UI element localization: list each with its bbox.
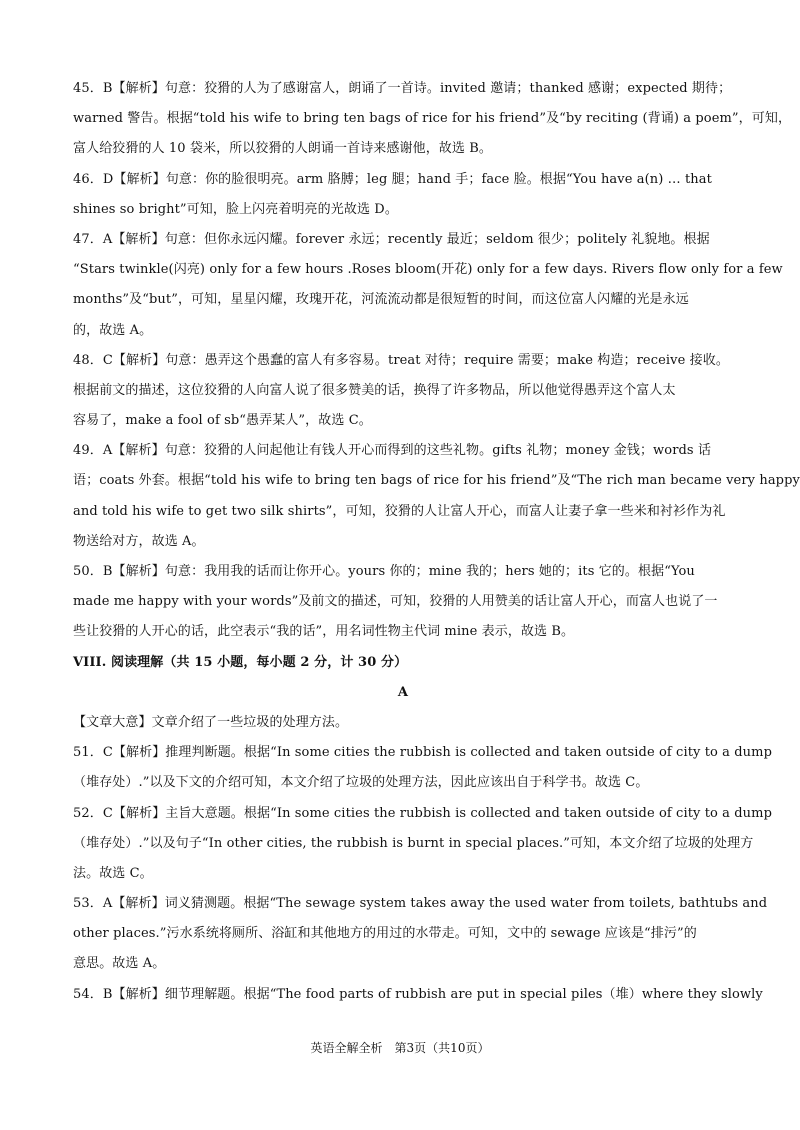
text-line-2: warned 警告。根据“told his wife to bring ten bags of rice for his friend”及“by reciting (背诵) a poem”，可知，: [73, 111, 792, 127]
text-line-5: shines so bright”可知，脸上闪亮着明亮的光故选 D。: [73, 201, 398, 217]
text-line-22: （堆存处）.”以及下文的介绍可知，本文介绍了垃圾的处理方法，因此应该出自于科学书。故选 C。: [73, 775, 649, 791]
text-line-26: 53．A【解析】词义猜测题。根据“The sewage system takes away the used water from toilets, bathtubs and: [73, 896, 768, 912]
text-line-18: made me happy with your words”及前文的描述，可知，狡猾的人用赞美的话让富人开心，而富人也说了一: [73, 594, 718, 610]
text-line-13: 49．A【解析】句意：狡猾的人问起他让有钱人开心而得到的这些礼物。gifts 礼物；money 金钱；words 话: [73, 443, 712, 459]
page-footer: 英语全解全析 第3页（共10页）: [310, 1041, 490, 1055]
text-line-16: 物送给对方，故选 A。: [73, 533, 205, 549]
text-line-8: months”及“but”，可知，星星闪耀，玫瑰开花，河流流动都是很短暂的时间，而这位富人闪耀的光是永远: [73, 292, 689, 308]
text-line-4: 46．D【解析】句意：你的脸很明亮。arm 胳膊；leg 腿；hand 手；face 脸。根据“You have a(n) … that: [73, 171, 712, 187]
text-line-6: 47．A【解析】句意：但你永远闪耀。forever 永远；recently 最近；seldom 很少；politely 礼貌地。根据: [73, 231, 710, 247]
text-line-7: “Stars twinkle(闪亮) only for a few hours .Roses bloom(开花) only for a few days. Rivers flow only for a few: [73, 262, 783, 278]
text-line-19: 些让狡猾的人开心的话，此空表示“我的话”，用名词性物主代词 mine 表示，故选 B。: [73, 624, 575, 640]
text-line-21: 51．C【解析】推理判断题。根据“In some cities the rubbish is collected and taken outside of city to a dump: [73, 745, 773, 761]
text-line-29: 54．B【解析】细节理解题。根据“The food parts of rubbish are put in special piles（堆）where they slowly: [73, 986, 763, 1002]
text-line-15: and told his wife to get two silk shirts”，可知，狡猾的人让富人开心，而富人让妻子拿一些米和衬衫作为礼: [73, 503, 726, 519]
text-line-20: 【文章大意】文章介绍了一些垃圾的处理方法。: [73, 714, 349, 730]
section-title: VIII. 阅读理解（共 15 小题，每小题 2 分，计 30 分）: [73, 654, 408, 670]
text-line-17: 50．B【解析】句意：我用我的话而让你开心。yours 你的；mine 我的；hers 她的；its 它的。根据“You: [73, 564, 695, 579]
text-line-12: 容易了，make a fool of sb“愚弄某人”，故选 C。: [73, 413, 372, 429]
text-line-1: 45．B【解析】句意：狡猾的人为了感谢富人，朗诵了一首诗。invited 邀请；thanked 感谢；expected 期待；: [73, 81, 732, 96]
text-line-23: 52．C【解析】主旨大意题。根据“In some cities the rubbish is collected and taken outside of city to a dump: [73, 805, 773, 821]
document-body: [73, 74, 800, 1010]
text-line-10: 48．C【解析】句意：愚弄这个愚蠢的富人有多容易。treat 对待；require 需要；make 构造；receive 接收。: [73, 352, 729, 368]
text-line-24: （堆存处）.”以及句子“In other cities, the rubbish is burnt in special places.”可知，本文介绍了垃圾的处理方: [73, 835, 754, 851]
text-line-3: 富人给狡猾的人 10 袋米，所以狡猾的人朗诵一首诗来感谢他，故选 B。: [73, 141, 492, 157]
text-line-27: other places.”污水系统将厕所、浴缸和其他地方的用过的水带走。可知，文中的 sewage 应该是“排污”的: [73, 926, 697, 942]
text-line-14: 语；coats 外套。根据“told his wife to bring ten bags of rice for his friend”及“The rich man became very happy: [73, 473, 800, 489]
text-line-9: 的，故选 A。: [73, 322, 153, 338]
text-line-25: 法。故选 C。: [73, 865, 153, 881]
text-line-11: 根据前文的描述，这位狡猾的人向富人说了很多赞美的话，换得了许多物品，所以他觉得愚弄这个富人太: [73, 382, 676, 398]
text-line-28: 意思。故选 A。: [73, 956, 166, 972]
part-label: A: [397, 684, 409, 700]
